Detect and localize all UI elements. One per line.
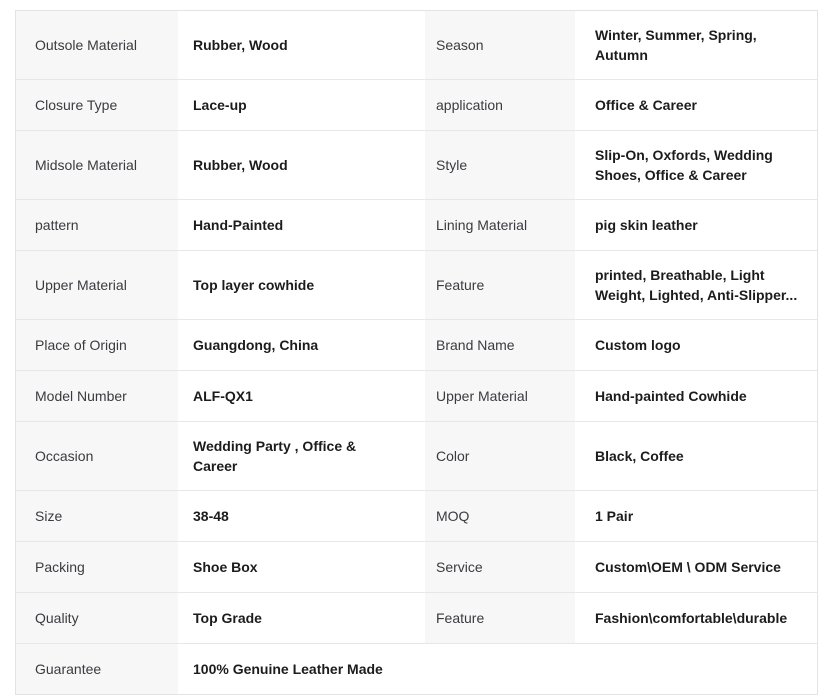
spec-row (16, 80, 817, 131)
spec-label-cell (425, 131, 575, 199)
spec-label-cell (425, 371, 575, 421)
spec-label-cell (425, 80, 575, 130)
spec-label-cell (425, 422, 575, 490)
spec-value: printed, Breathable, Light Weight, Lighted, Anti-Slipper... (595, 267, 798, 303)
spec-label: Feature (436, 610, 485, 626)
spec-row (16, 491, 817, 542)
spec-value-cell (575, 131, 817, 199)
spec-label-cell (16, 320, 178, 370)
spec-value-cell (178, 491, 425, 541)
spec-value: Office & Career (595, 97, 697, 113)
spec-value: Slip-On, Oxfords, Wedding Shoes, Office & Career (595, 147, 773, 183)
spec-label: Occasion (35, 448, 94, 464)
spec-value-cell (178, 542, 425, 592)
spec-row (16, 251, 817, 320)
spec-row (16, 542, 817, 593)
spec-value: 1 Pair (595, 508, 634, 524)
spec-value-cell (575, 593, 817, 643)
spec-label-cell (16, 593, 178, 643)
spec-value: Custom\OEM \ ODM Service (595, 559, 781, 575)
spec-label-cell (16, 644, 178, 694)
spec-label-cell (16, 371, 178, 421)
spec-value: ALF-QX1 (193, 388, 253, 404)
spec-label-cell (16, 542, 178, 592)
spec-value: Hand-painted Cowhide (595, 388, 747, 404)
spec-label: Style (436, 157, 468, 173)
spec-label-cell (425, 11, 575, 79)
spec-value: Black, Coffee (595, 448, 684, 464)
spec-value: 38-48 (193, 508, 229, 524)
spec-value: Rubber, Wood (193, 37, 288, 53)
spec-label: Place of Origin (35, 337, 127, 353)
spec-value: Lace-up (193, 97, 247, 113)
product-specs-table (15, 10, 818, 695)
spec-value-cell (178, 11, 425, 79)
spec-value-cell (575, 80, 817, 130)
spec-value: Hand-Painted (193, 217, 284, 233)
spec-label: pattern (35, 217, 79, 233)
spec-label: Feature (436, 277, 485, 293)
spec-value: Wedding Party , Office & Career (193, 438, 357, 474)
spec-label: Midsole Material (35, 157, 137, 173)
spec-row (16, 200, 817, 251)
spec-label: Color (436, 448, 470, 464)
spec-label-cell (16, 80, 178, 130)
spec-value-cell (575, 200, 817, 250)
spec-label-cell (425, 542, 575, 592)
spec-value: Fashion\comfortable\durable (595, 610, 788, 626)
spec-value: Shoe Box (193, 559, 258, 575)
spec-value: Rubber, Wood (193, 157, 288, 173)
spec-label-cell (16, 422, 178, 490)
spec-label-cell (425, 320, 575, 370)
spec-row (16, 11, 817, 80)
spec-label: Lining Material (436, 217, 528, 233)
spec-label: Season (436, 37, 484, 53)
spec-label: Packing (35, 559, 85, 575)
spec-value-cell (575, 11, 817, 79)
spec-label: Closure Type (35, 97, 118, 113)
spec-value-cell (178, 131, 425, 199)
spec-value-cell (178, 422, 425, 490)
spec-value-cell (178, 251, 425, 319)
spec-label: Model Number (35, 388, 127, 404)
spec-label-cell (16, 200, 178, 250)
spec-label-cell (425, 593, 575, 643)
spec-label: application (436, 97, 503, 113)
spec-value-cell (178, 80, 425, 130)
spec-value-cell (575, 542, 817, 592)
spec-value: Guangdong, China (193, 337, 319, 353)
spec-label: MOQ (436, 508, 470, 524)
spec-label: Guarantee (35, 661, 102, 677)
spec-label-cell (16, 11, 178, 79)
spec-value: pig skin leather (595, 217, 698, 233)
spec-label: Quality (35, 610, 79, 626)
spec-value-cell (178, 320, 425, 370)
spec-value-cell (178, 644, 817, 694)
spec-value: Top layer cowhide (193, 277, 315, 293)
spec-row (16, 320, 817, 371)
spec-value-cell (575, 491, 817, 541)
spec-value: Custom logo (595, 337, 681, 353)
spec-label-cell (425, 491, 575, 541)
spec-value-cell (575, 251, 817, 319)
spec-value: 100% Genuine Leather Made (193, 661, 383, 677)
spec-value-cell (575, 371, 817, 421)
spec-label-cell (425, 200, 575, 250)
spec-value: Winter, Summer, Spring, Autumn (595, 27, 757, 63)
spec-row (16, 371, 817, 422)
spec-row-full-width (16, 644, 817, 694)
spec-label-cell (16, 491, 178, 541)
spec-row (16, 131, 817, 200)
spec-label: Upper Material (436, 388, 528, 404)
spec-label: Service (436, 559, 483, 575)
spec-label-cell (16, 131, 178, 199)
spec-row (16, 593, 817, 644)
spec-label-cell (16, 251, 178, 319)
spec-label-cell (425, 251, 575, 319)
spec-label: Upper Material (35, 277, 127, 293)
spec-value-cell (575, 422, 817, 490)
spec-label: Size (35, 508, 63, 524)
spec-label: Outsole Material (35, 37, 137, 53)
spec-row (16, 422, 817, 491)
spec-value-cell (178, 200, 425, 250)
spec-value-cell (178, 593, 425, 643)
spec-value-cell (178, 371, 425, 421)
spec-value-cell (575, 320, 817, 370)
spec-value: Top Grade (193, 610, 262, 626)
spec-label: Brand Name (436, 337, 515, 353)
